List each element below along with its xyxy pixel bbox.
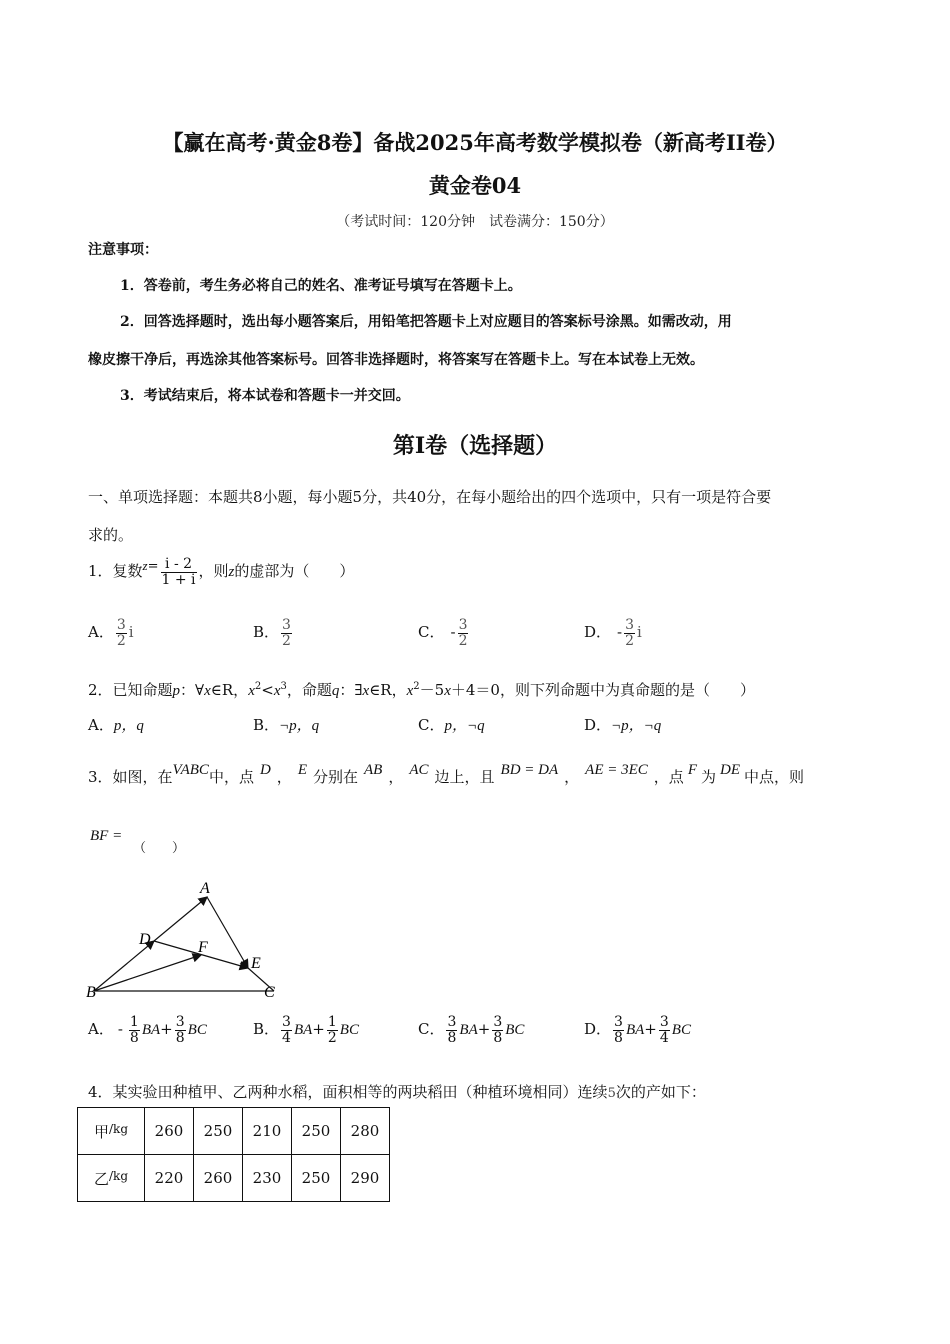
table-cell: 290 — [341, 1155, 390, 1202]
q3-option-c: C． $\frac{3}{8}$ BA+ $\frac{3}{8}$ BC — [418, 1014, 525, 1046]
question-4-stem: 4．某实验田种植甲、乙两种水稻，面积相等的两块稻田（种植环境相同）连续5次的产如下： — [88, 1083, 706, 1101]
table-cell: 250 — [292, 1108, 341, 1155]
table-cell: 260 — [194, 1155, 243, 1202]
row-header-jia: 甲$^{/kg}$ — [78, 1108, 145, 1155]
q3-answer-paren: （ ） — [133, 841, 186, 856]
table-cell: 230 — [243, 1155, 292, 1202]
point-f-label: F — [198, 939, 208, 956]
table-cell: 250 — [194, 1108, 243, 1155]
table-cell: 210 — [243, 1108, 292, 1155]
page-title: 【赢在高考·黄金8卷】备战2025年高考数学模拟卷（新高考II卷） — [162, 130, 788, 155]
question-3-stem: 3．如图，在VABC中，点 D ， E 分别在 AB ， AC 边上，且 BD = DA ， AE = 3EC ，点 F 为 DE 中点，则 — [88, 762, 805, 786]
q3-option-a: A． - $\frac{1}{8}$ BA+ $\frac{3}{8}$ BC — [88, 1014, 207, 1046]
exam-info: （考试时间：120分钟 试卷满分：150分） — [336, 214, 614, 230]
q1-option-c: C． - $\frac{3}{2}$ — [418, 617, 468, 649]
point-b-label: B — [86, 984, 96, 1001]
q2-option-b: B．¬p，q — [253, 716, 320, 734]
point-c-label: C — [264, 984, 275, 1001]
q3-triangle-figure — [80, 875, 290, 1010]
table-cell: 280 — [341, 1108, 390, 1155]
page-subtitle: 黄金卷04 — [428, 173, 522, 198]
note-item-2-line2: 橡皮擦干净后，再选涂其他答案标号。回答非选择题时，将答案写在答题卡上。写在本试卷上无效。 — [88, 352, 704, 368]
question-2-stem: 2．已知命题p：∀x∈R，$x^2<x^3$，命题q：∃x∈R，$x^2-5x+4=0$，则下列命题中为真命题的是（ ） — [88, 681, 755, 699]
notes-heading: 注意事项： — [88, 242, 158, 258]
q2-option-c: C．p，¬q — [418, 716, 485, 734]
part1-instruction-line1: 一、单项选择题：本题共8小题，每小题5分，共40分，在每小题给出的四个选项中，只有一项是符合要 — [88, 488, 772, 506]
q3-option-d: D． $\frac{3}{8}$ BA+ $\frac{3}{4}$ BC — [584, 1014, 691, 1046]
table-cell: 220 — [145, 1155, 194, 1202]
table-row — [78, 1155, 390, 1202]
q3-bf-expression: BF = — [90, 828, 123, 844]
point-e-label: E — [251, 955, 261, 972]
q1-option-a: A． $\frac{3}{2}$ i — [88, 617, 134, 649]
part1-instruction-line2: 求的。 — [88, 526, 134, 544]
vector-bf — [94, 955, 201, 991]
row-header-yi: 乙$^{/kg}$ — [78, 1155, 145, 1202]
vector-da — [154, 897, 207, 941]
table-row — [78, 1108, 390, 1155]
table-cell: 250 — [292, 1155, 341, 1202]
q1-fraction: $\frac{i - 2}{1 + i}$ — [161, 556, 196, 588]
q1-option-d: D． - $\frac{3}{2}$ i — [584, 617, 642, 649]
note-item-3: 3．考试结束后，将本试卷和答题卡一并交回。 — [120, 388, 410, 404]
point-a-label: A — [200, 880, 210, 897]
table-cell: 260 — [145, 1108, 194, 1155]
q2-option-d: D．¬p，¬q — [584, 716, 662, 734]
q3-option-b: B． $\frac{3}{4}$ BA+ $\frac{1}{2}$ BC — [253, 1014, 359, 1046]
note-item-2-line1: 2．回答选择题时，选出每小题答案后，用铅笔把答题卡上对应题目的答案标号涂黑。如需改动，用 — [120, 314, 732, 330]
question-1-stem: 1．复数z= $\frac{i - 2}{1 + i}$ ，则z的虚部为（ ） — [88, 556, 355, 588]
q2-option-a: A．p，q — [88, 716, 144, 734]
q4-yield-table — [77, 1107, 390, 1202]
note-item-1: 1．答卷前，考生务必将自己的姓名、准考证号填写在答题卡上。 — [120, 278, 522, 294]
vector-bd — [94, 941, 154, 991]
point-d-label: D — [139, 931, 151, 948]
vector-ae — [207, 897, 248, 968]
q1-option-b: B． $\frac{3}{2}$ — [253, 617, 291, 649]
section-title: 第I卷（选择题） — [392, 433, 558, 459]
